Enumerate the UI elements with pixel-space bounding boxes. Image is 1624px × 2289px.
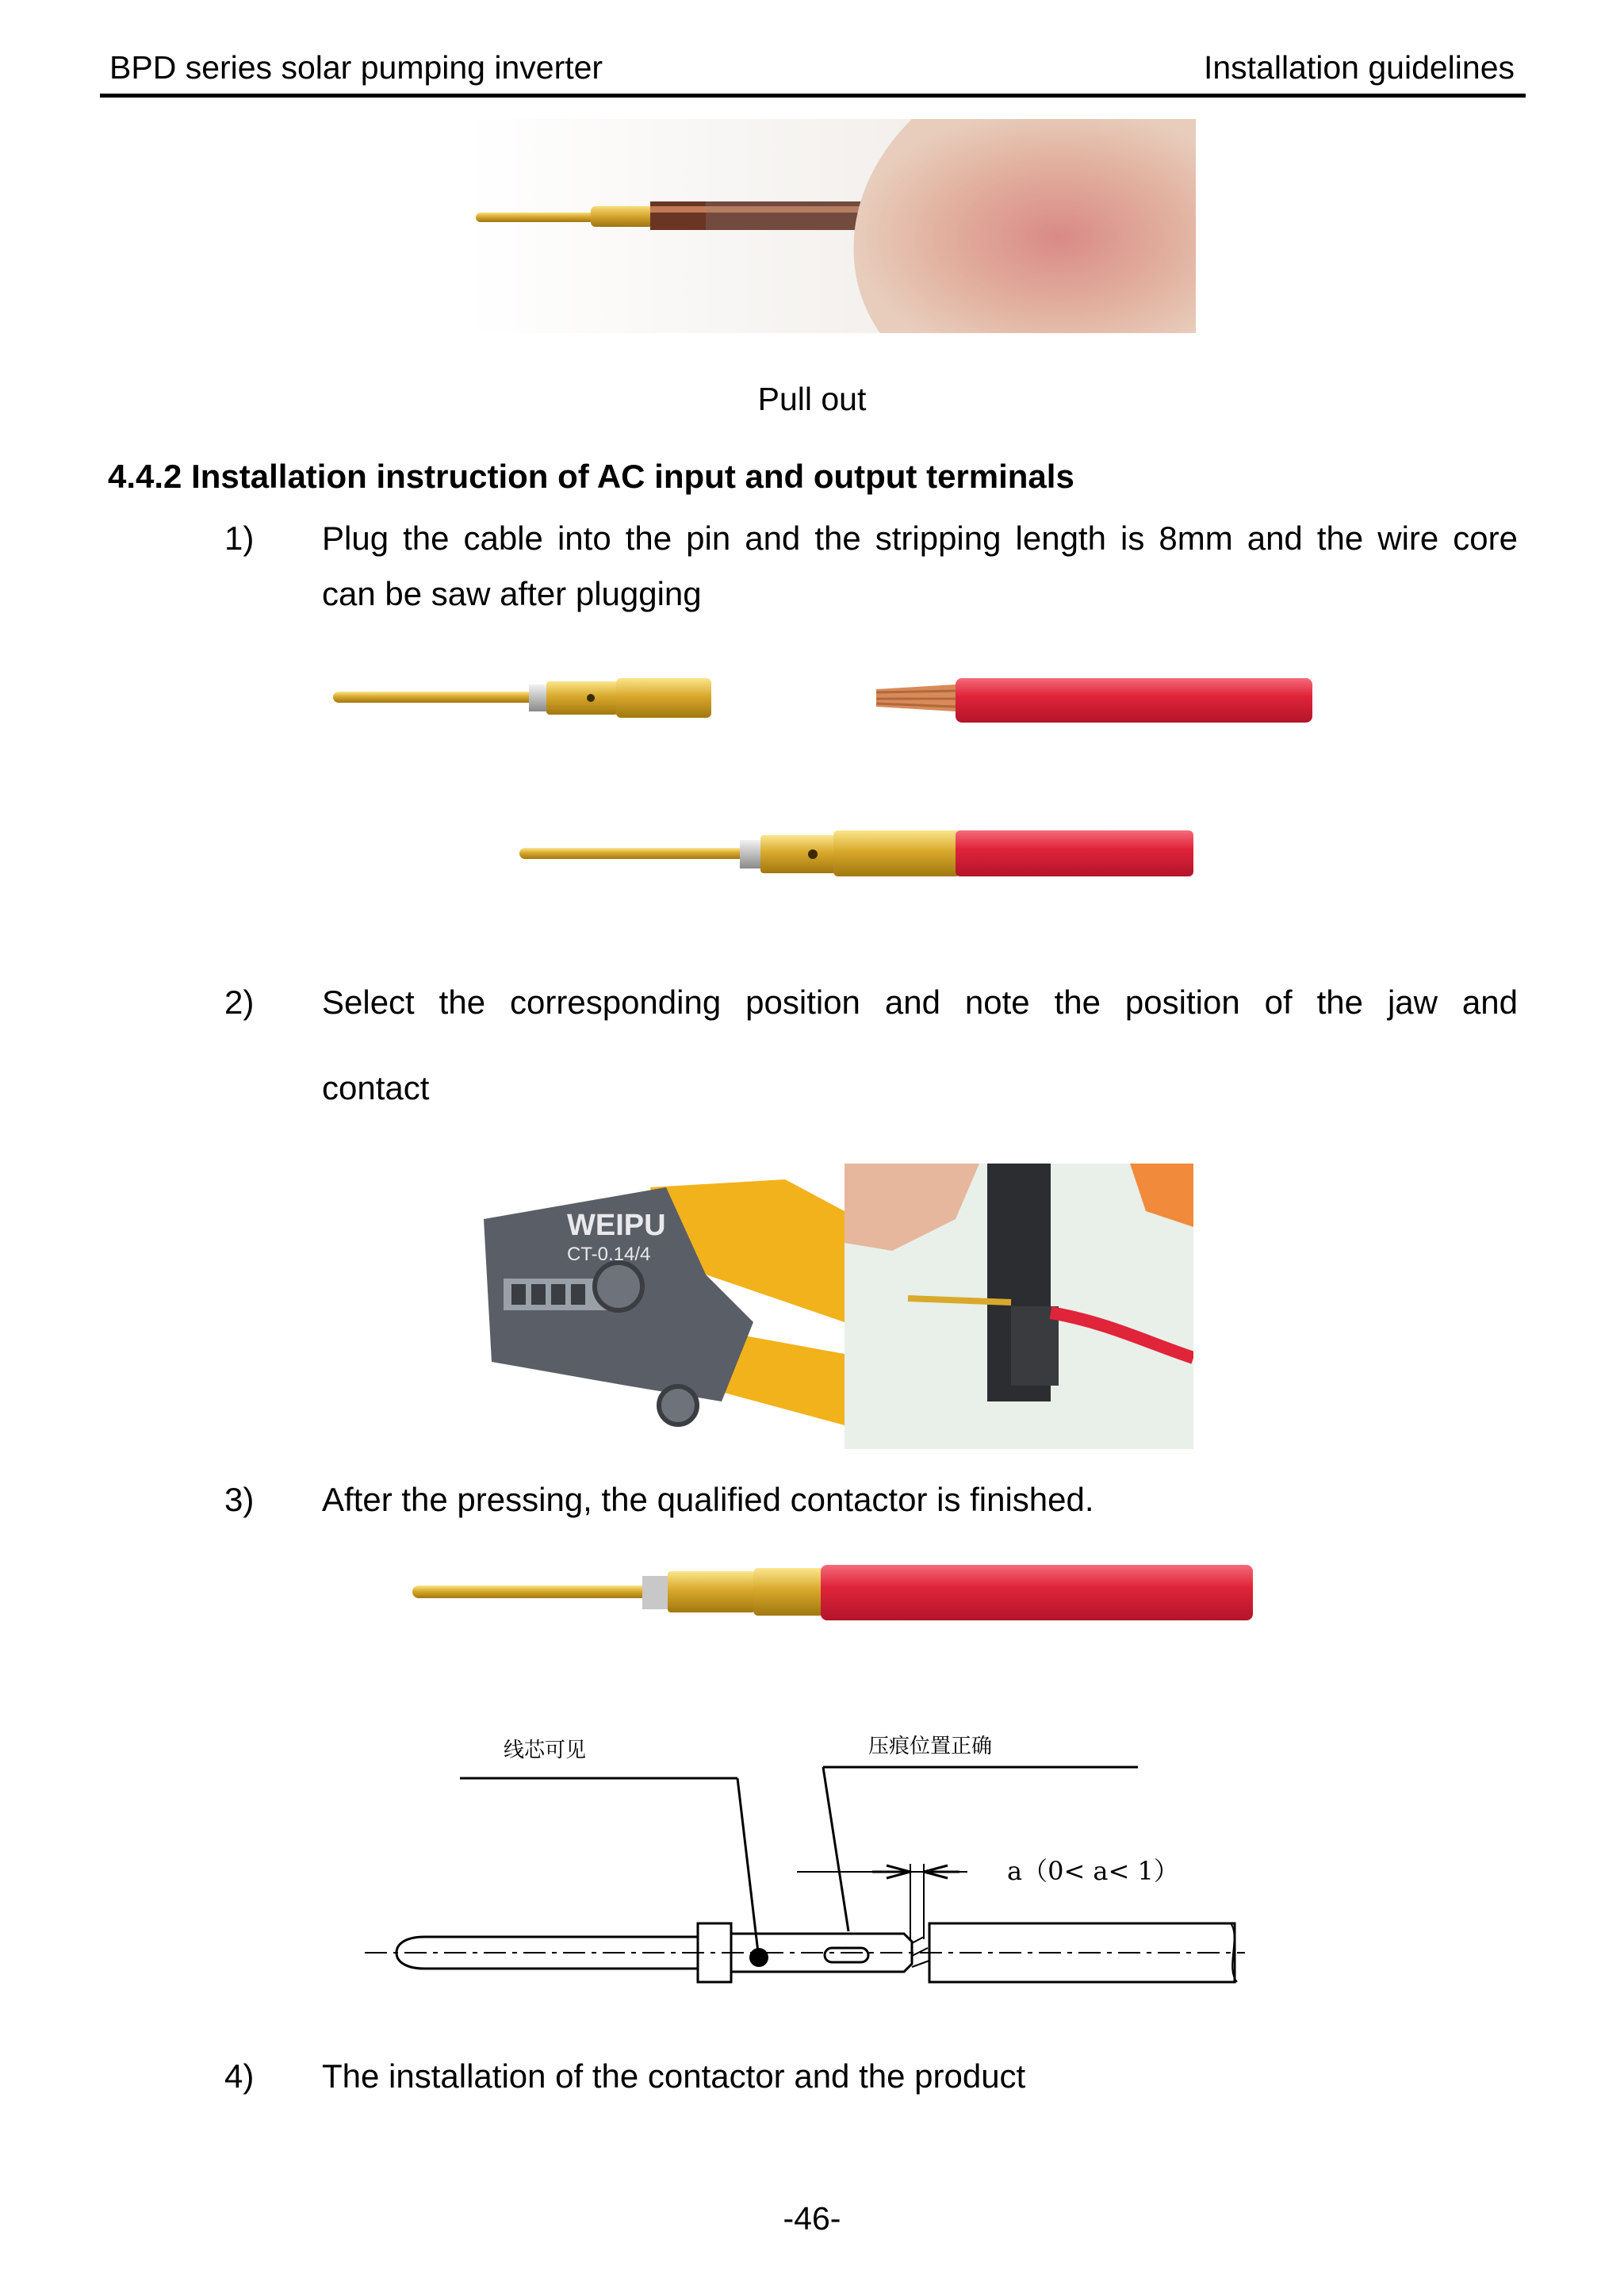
header-right-title: Installation guidelines <box>1203 49 1515 86</box>
page-number: -46- <box>783 2200 841 2237</box>
finished-contactor-photo <box>404 1559 1257 1662</box>
pin-and-wire-photo <box>321 662 1316 944</box>
contact-crimp-diagram <box>365 1729 1261 2007</box>
step-4-number: 4) <box>224 2057 255 2095</box>
section-heading: 4.4.2 Installation instruction of AC input and output terminals <box>108 458 1074 495</box>
step-4-text: The installation of the contactor and the product <box>322 2057 1026 2095</box>
header-rule <box>100 94 1526 98</box>
step-1-text-line1: Plug the cable into the pin and the stripping length is 8mm and the wire core <box>322 520 1518 557</box>
tool-brand-text: WEIPU <box>567 1209 666 1242</box>
header-left-title: BPD series solar pumping inverter <box>109 49 603 86</box>
pull-out-photo <box>468 119 1196 333</box>
tool-model-text: CT-0.14/4 <box>567 1244 651 1265</box>
pull-out-caption: Pull out <box>757 381 867 417</box>
crimp-tool-photo <box>468 1164 845 1449</box>
step-3-number: 3) <box>224 1481 255 1518</box>
label-core-visible: 线芯可见 <box>504 1739 587 1762</box>
step-1-text-line2: can be saw after plugging <box>322 575 702 612</box>
label-dimension: a（0< a< 1） <box>1007 1856 1179 1886</box>
step-3-text: After the pressing, the qualified contactor is finished. <box>322 1481 1094 1518</box>
step-1-number: 1) <box>224 520 255 557</box>
step-2-text-line2: contact <box>322 1069 430 1106</box>
step-2-text-line1: Select the corresponding position and note the position of the jaw and <box>322 983 1518 1021</box>
step-2-number: 2) <box>224 983 255 1021</box>
label-crimp-position: 压痕位置正确 <box>868 1735 993 1758</box>
crimping-action-photo <box>845 1164 1193 1449</box>
